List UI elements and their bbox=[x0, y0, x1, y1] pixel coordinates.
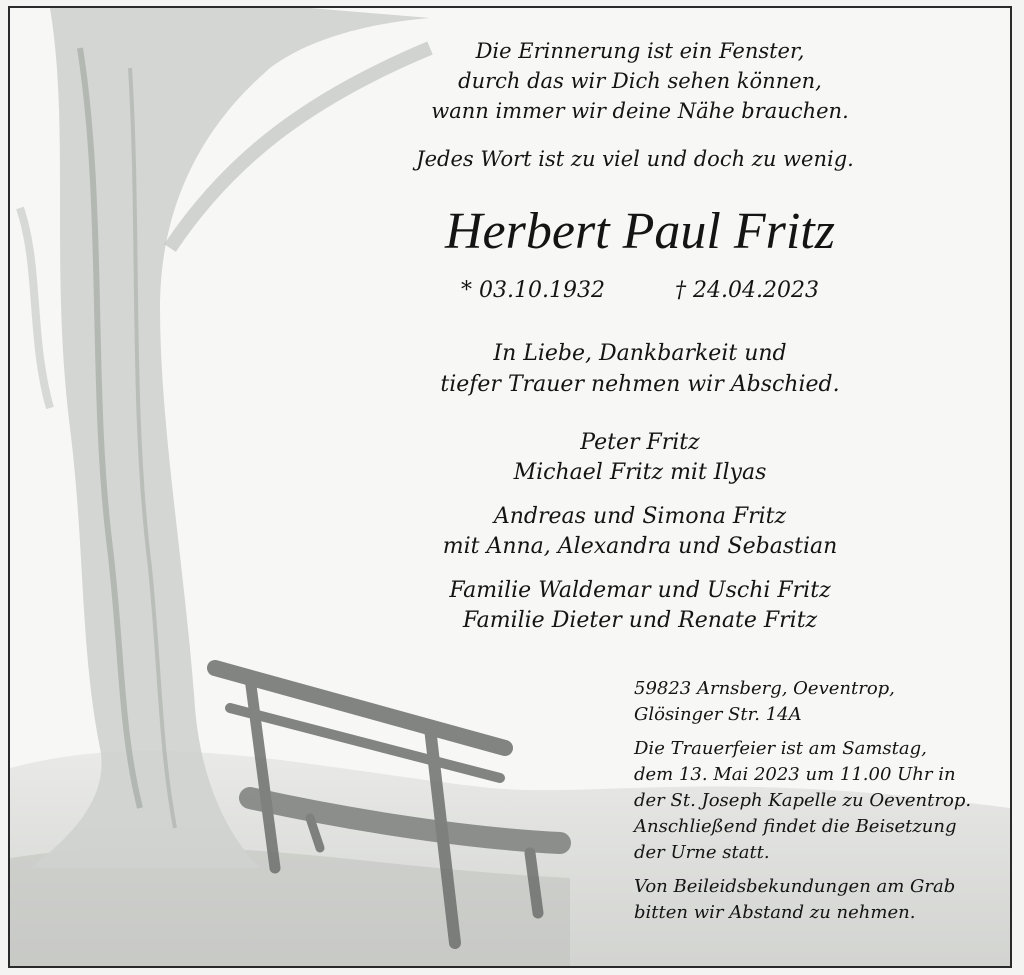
condolence-note bbox=[634, 874, 994, 926]
quote-line: durch das wir Dich sehen können, bbox=[458, 69, 822, 93]
quote-line: Die Erinnerung ist ein Fenster, bbox=[475, 39, 805, 63]
birth-date: * 03.10.1932 bbox=[461, 278, 605, 303]
ceremony-line: Anschließend findet die Beisetzung bbox=[634, 816, 957, 837]
mourner-name: mit Anna, Alexandra und Sebastian bbox=[442, 534, 838, 559]
funeral-ceremony-details bbox=[634, 736, 994, 866]
ceremony-line: der St. Joseph Kapelle zu Oeventrop. bbox=[634, 790, 972, 811]
condolence-line: bitten wir Abstand zu nehmen. bbox=[634, 902, 916, 923]
family-address bbox=[634, 676, 994, 728]
condolence-line: Von Beileidsbekundungen am Grab bbox=[634, 876, 956, 897]
memorial-saying: Jedes Wort ist zu viel und doch zu wenig. bbox=[416, 147, 854, 171]
ceremony-line: der Urne statt. bbox=[634, 842, 770, 863]
mourner-group bbox=[380, 428, 900, 488]
mourner-group bbox=[380, 576, 900, 636]
mourner-group bbox=[380, 502, 900, 562]
address-line: 59823 Arnsberg, Oeventrop, bbox=[634, 678, 895, 699]
farewell-line: tiefer Trauer nehmen wir Abschied. bbox=[440, 372, 840, 397]
mourner-name: Michael Fritz mit Ilyas bbox=[513, 460, 767, 485]
life-dates bbox=[390, 276, 890, 306]
mourner-name: Peter Fritz bbox=[580, 430, 700, 455]
mourner-name: Familie Waldemar und Uschi Fritz bbox=[449, 578, 831, 603]
mourner-name: Familie Dieter und Renate Fritz bbox=[462, 608, 818, 633]
ceremony-line: dem 13. Mai 2023 um 11.00 Uhr in bbox=[634, 764, 956, 785]
farewell-message bbox=[380, 338, 900, 400]
obituary-card bbox=[8, 6, 1012, 968]
death-date: † 24.04.2023 bbox=[675, 278, 819, 303]
service-information bbox=[634, 676, 994, 934]
deceased-name: Herbert Paul Fritz bbox=[445, 203, 835, 260]
mourners-list bbox=[380, 428, 900, 650]
farewell-line: In Liebe, Dankbarkeit und bbox=[493, 341, 787, 366]
mourner-name: Andreas und Simona Fritz bbox=[493, 504, 787, 529]
ceremony-line: Die Trauerfeier ist am Samstag, bbox=[634, 738, 927, 759]
quote-line: wann immer wir deine Nähe brauchen. bbox=[431, 99, 849, 123]
address-line: Glösinger Str. 14A bbox=[634, 704, 802, 725]
memorial-quote bbox=[400, 36, 880, 126]
